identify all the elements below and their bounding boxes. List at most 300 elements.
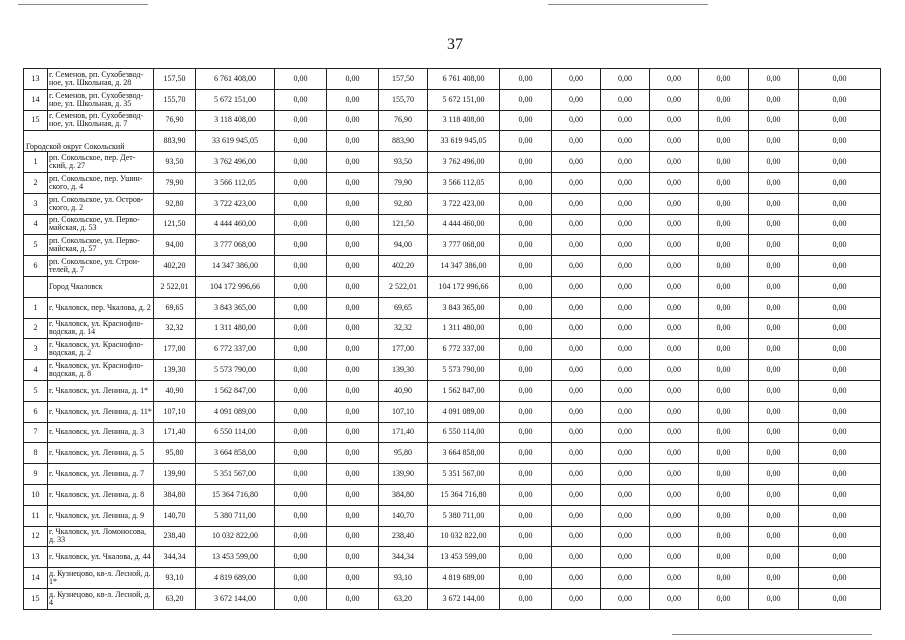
value-cell: 0,00	[327, 484, 379, 505]
row-number: 9	[24, 464, 48, 485]
address-cell: рп. Сокольское, пер. Дет-ский, д. 27	[48, 152, 154, 173]
value-cell: 40,90	[379, 380, 428, 401]
value-cell: 4 444 460,00	[196, 214, 275, 235]
value-cell: 0,00	[749, 401, 799, 422]
value-cell: 139,30	[379, 360, 428, 381]
value-cell: 0,00	[327, 152, 379, 173]
value-cell: 0,00	[552, 276, 601, 297]
value-cell: 0,00	[650, 276, 699, 297]
value-cell: 0,00	[799, 401, 881, 422]
value-cell: 93,50	[154, 152, 196, 173]
value-cell: 0,00	[749, 484, 799, 505]
row-number: 12	[24, 526, 48, 547]
value-cell: 171,40	[379, 422, 428, 443]
value-cell: 0,00	[327, 464, 379, 485]
value-cell: 0,00	[650, 484, 699, 505]
value-cell: 0,00	[275, 484, 327, 505]
value-cell: 0,00	[749, 214, 799, 235]
value-cell: 0,00	[799, 256, 881, 277]
address-cell: г. Чкаловск, ул. Краснофло-водская, д. 2	[48, 339, 154, 360]
value-cell: 0,00	[552, 297, 601, 318]
row-number: 15	[24, 588, 48, 609]
value-cell: 0,00	[699, 131, 749, 152]
value-cell: 0,00	[275, 339, 327, 360]
table-row	[24, 484, 881, 505]
value-cell: 0,00	[327, 360, 379, 381]
table-row	[24, 526, 881, 547]
value-cell: 0,00	[650, 131, 699, 152]
value-cell: 0,00	[749, 152, 799, 173]
value-cell: 93,10	[154, 568, 196, 589]
row-number: 1	[24, 152, 48, 173]
value-cell: 0,00	[601, 152, 650, 173]
value-cell: 3 566 112,05	[428, 172, 500, 193]
value-cell: 0,00	[650, 464, 699, 485]
value-cell: 0,00	[500, 422, 552, 443]
value-cell: 0,00	[699, 568, 749, 589]
row-number: 13	[24, 69, 48, 90]
value-cell: 0,00	[799, 526, 881, 547]
value-cell: 121,50	[154, 214, 196, 235]
value-cell: 0,00	[275, 131, 327, 152]
value-cell: 0,00	[275, 505, 327, 526]
value-cell: 6 550 114,00	[196, 422, 275, 443]
value-cell: 3 777 068,00	[428, 235, 500, 256]
value-cell: 0,00	[327, 422, 379, 443]
value-cell: 0,00	[699, 193, 749, 214]
value-cell: 0,00	[799, 422, 881, 443]
address-cell: д. Кузнецово, кв-л. Лесной, д. 4	[48, 588, 154, 609]
table-row	[24, 380, 881, 401]
table-row	[24, 256, 881, 277]
value-cell: 0,00	[327, 401, 379, 422]
value-cell: 0,00	[650, 526, 699, 547]
table-row	[24, 443, 881, 464]
value-cell: 76,90	[154, 110, 196, 131]
value-cell: 5 672 151,00	[196, 89, 275, 110]
value-cell: 0,00	[749, 360, 799, 381]
value-cell: 94,00	[379, 235, 428, 256]
value-cell: 0,00	[650, 547, 699, 568]
value-cell: 40,90	[154, 380, 196, 401]
value-cell: 0,00	[275, 256, 327, 277]
value-cell: 0,00	[699, 401, 749, 422]
value-cell: 6 772 337,00	[428, 339, 500, 360]
value-cell: 0,00	[275, 568, 327, 589]
value-cell: 4 819 689,00	[196, 568, 275, 589]
value-cell: 0,00	[799, 110, 881, 131]
value-cell: 0,00	[275, 547, 327, 568]
value-cell: 0,00	[601, 214, 650, 235]
value-cell: 107,10	[154, 401, 196, 422]
address-cell: г. Чкаловск, ул. Ленина, д. 5	[48, 443, 154, 464]
value-cell: 0,00	[552, 422, 601, 443]
value-cell: 0,00	[749, 297, 799, 318]
value-cell: 5 573 790,00	[196, 360, 275, 381]
value-cell: 0,00	[601, 89, 650, 110]
value-cell: 0,00	[749, 568, 799, 589]
value-cell: 15 364 716,80	[196, 484, 275, 505]
row-number: 2	[24, 318, 48, 339]
row-number: 10	[24, 484, 48, 505]
value-cell: 32,32	[154, 318, 196, 339]
page-number: 37	[447, 36, 463, 53]
value-cell: 0,00	[699, 89, 749, 110]
value-cell: 0,00	[601, 276, 650, 297]
value-cell: 0,00	[749, 339, 799, 360]
value-cell: 0,00	[601, 422, 650, 443]
value-cell: 0,00	[552, 464, 601, 485]
value-cell: 0,00	[699, 152, 749, 173]
row-number: 8	[24, 443, 48, 464]
value-cell: 0,00	[699, 256, 749, 277]
value-cell: 14 347 386,00	[428, 256, 500, 277]
value-cell: 0,00	[552, 547, 601, 568]
row-number: 5	[24, 380, 48, 401]
value-cell: 0,00	[275, 401, 327, 422]
value-cell: 13 453 599,00	[196, 547, 275, 568]
value-cell: 0,00	[500, 318, 552, 339]
value-cell: 0,00	[552, 110, 601, 131]
value-cell: 93,10	[379, 568, 428, 589]
value-cell: 0,00	[699, 526, 749, 547]
value-cell: 5 380 711,00	[428, 505, 500, 526]
value-cell: 0,00	[552, 380, 601, 401]
value-cell: 0,00	[650, 422, 699, 443]
value-cell: 0,00	[500, 568, 552, 589]
value-cell: 139,90	[154, 464, 196, 485]
value-cell: 0,00	[601, 297, 650, 318]
value-cell: 0,00	[650, 152, 699, 173]
value-cell: 0,00	[601, 401, 650, 422]
value-cell: 3 566 112,05	[196, 172, 275, 193]
value-cell: 0,00	[275, 588, 327, 609]
table-row	[24, 89, 881, 110]
table-row	[24, 152, 881, 173]
value-cell: 3 762 496,00	[428, 152, 500, 173]
value-cell: 0,00	[601, 568, 650, 589]
value-cell: 139,30	[154, 360, 196, 381]
value-cell: 0,00	[275, 193, 327, 214]
table-row	[24, 193, 881, 214]
address-cell: г. Чкаловск, ул. Ломоносова, д. 33	[48, 526, 154, 547]
value-cell: 1 311 480,00	[196, 318, 275, 339]
value-cell: 238,40	[379, 526, 428, 547]
address-cell: рп. Сокольское, ул. Перво-майская, д. 53	[48, 214, 154, 235]
value-cell: 10 032 822,00	[428, 526, 500, 547]
value-cell: 0,00	[275, 69, 327, 90]
value-cell: 5 672 151,00	[428, 89, 500, 110]
table-row	[24, 297, 881, 318]
value-cell: 238,40	[154, 526, 196, 547]
value-cell: 76,90	[379, 110, 428, 131]
value-cell: 4 819 689,00	[428, 568, 500, 589]
value-cell: 0,00	[699, 380, 749, 401]
value-cell: 0,00	[275, 172, 327, 193]
table-row	[24, 110, 881, 131]
value-cell: 0,00	[552, 214, 601, 235]
value-cell: 0,00	[799, 89, 881, 110]
value-cell: 0,00	[327, 131, 379, 152]
value-cell: 0,00	[275, 318, 327, 339]
value-cell: 0,00	[500, 69, 552, 90]
value-cell: 5 573 790,00	[428, 360, 500, 381]
row-number: 1	[24, 297, 48, 318]
value-cell: 171,40	[154, 422, 196, 443]
value-cell: 0,00	[650, 401, 699, 422]
value-cell: 3 118 408,00	[428, 110, 500, 131]
value-cell: 0,00	[500, 193, 552, 214]
value-cell: 0,00	[699, 360, 749, 381]
value-cell: 0,00	[799, 588, 881, 609]
value-cell: 883,90	[154, 131, 196, 152]
row-number: 5	[24, 235, 48, 256]
value-cell: 0,00	[699, 172, 749, 193]
value-cell: 3 762 496,00	[196, 152, 275, 173]
value-cell: 104 172 996,66	[428, 276, 500, 297]
value-cell: 0,00	[275, 464, 327, 485]
row-number: 11	[24, 505, 48, 526]
value-cell: 0,00	[552, 235, 601, 256]
value-cell: 4 091 089,00	[196, 401, 275, 422]
value-cell: 0,00	[650, 360, 699, 381]
table-row	[24, 214, 881, 235]
value-cell: 0,00	[601, 360, 650, 381]
value-cell: 0,00	[552, 172, 601, 193]
row-number: 4	[24, 360, 48, 381]
value-cell: 0,00	[327, 568, 379, 589]
value-cell: 0,00	[650, 380, 699, 401]
value-cell: 0,00	[601, 318, 650, 339]
value-cell: 0,00	[327, 214, 379, 235]
value-cell: 0,00	[327, 380, 379, 401]
value-cell: 0,00	[749, 256, 799, 277]
value-cell: 0,00	[327, 235, 379, 256]
value-cell: 0,00	[275, 443, 327, 464]
value-cell: 0,00	[275, 89, 327, 110]
value-cell: 95,80	[379, 443, 428, 464]
address-cell: рп. Сокольское, ул. Строи-телей, д. 7	[48, 256, 154, 277]
value-cell: 0,00	[650, 69, 699, 90]
value-cell: 0,00	[650, 443, 699, 464]
value-cell: 0,00	[799, 131, 881, 152]
value-cell: 15 364 716,80	[428, 484, 500, 505]
value-cell: 92,80	[154, 193, 196, 214]
value-cell: 402,20	[154, 256, 196, 277]
value-cell: 0,00	[749, 69, 799, 90]
value-cell: 0,00	[799, 464, 881, 485]
value-cell: 384,80	[154, 484, 196, 505]
value-cell: 0,00	[749, 89, 799, 110]
row-number: 14	[24, 89, 48, 110]
group-label: Городской округ Сокольский	[24, 131, 154, 152]
value-cell: 0,00	[500, 110, 552, 131]
table-row	[24, 464, 881, 485]
value-cell: 0,00	[749, 588, 799, 609]
address-cell: г. Чкаловск, ул. Чкалова, д. 44	[48, 547, 154, 568]
value-cell: 0,00	[275, 276, 327, 297]
value-cell: 0,00	[799, 443, 881, 464]
value-cell: 139,90	[379, 464, 428, 485]
row-number: 3	[24, 193, 48, 214]
value-cell: 6 550 114,00	[428, 422, 500, 443]
value-cell: 13 453 599,00	[428, 547, 500, 568]
value-cell: 177,00	[154, 339, 196, 360]
value-cell: 0,00	[552, 193, 601, 214]
value-cell: 0,00	[699, 422, 749, 443]
value-cell: 0,00	[650, 339, 699, 360]
value-cell: 0,00	[500, 547, 552, 568]
address-cell: г. Чкаловск, ул. Ленина, д. 3	[48, 422, 154, 443]
value-cell: 0,00	[500, 276, 552, 297]
row-number: 3	[24, 339, 48, 360]
value-cell: 0,00	[699, 214, 749, 235]
value-cell: 0,00	[601, 464, 650, 485]
value-cell: 0,00	[552, 131, 601, 152]
address-cell: Город Чкаловск	[48, 276, 154, 297]
value-cell: 0,00	[601, 526, 650, 547]
value-cell: 177,00	[379, 339, 428, 360]
value-cell: 0,00	[552, 484, 601, 505]
value-cell: 32,32	[379, 318, 428, 339]
address-cell: г. Семенов, рп. Сухобезвод-ное, ул. Школьная, д. 7	[48, 110, 154, 131]
row-number: 6	[24, 401, 48, 422]
value-cell: 6 761 408,00	[428, 69, 500, 90]
value-cell: 0,00	[500, 172, 552, 193]
value-cell: 0,00	[500, 152, 552, 173]
table-row	[24, 318, 881, 339]
table-row	[24, 235, 881, 256]
value-cell: 0,00	[275, 110, 327, 131]
value-cell: 140,70	[154, 505, 196, 526]
value-cell: 0,00	[601, 505, 650, 526]
value-cell: 0,00	[275, 214, 327, 235]
value-cell: 0,00	[699, 318, 749, 339]
value-cell: 1 562 847,00	[196, 380, 275, 401]
value-cell: 0,00	[500, 339, 552, 360]
value-cell: 0,00	[500, 256, 552, 277]
value-cell: 3 722 423,00	[196, 193, 275, 214]
value-cell: 0,00	[799, 380, 881, 401]
value-cell: 0,00	[799, 214, 881, 235]
value-cell: 0,00	[327, 193, 379, 214]
value-cell: 0,00	[650, 568, 699, 589]
table-row	[24, 588, 881, 609]
value-cell: 0,00	[749, 380, 799, 401]
value-cell: 0,00	[749, 235, 799, 256]
row-number	[24, 276, 48, 297]
value-cell: 0,00	[650, 256, 699, 277]
value-cell: 0,00	[552, 443, 601, 464]
value-cell: 0,00	[275, 380, 327, 401]
value-cell: 0,00	[699, 276, 749, 297]
value-cell: 0,00	[799, 484, 881, 505]
value-cell: 0,00	[601, 484, 650, 505]
row-number: 2	[24, 172, 48, 193]
value-cell: 0,00	[500, 505, 552, 526]
value-cell: 79,90	[154, 172, 196, 193]
value-cell: 0,00	[699, 588, 749, 609]
value-cell: 0,00	[699, 339, 749, 360]
value-cell: 0,00	[327, 505, 379, 526]
value-cell: 107,10	[379, 401, 428, 422]
address-cell: г. Семенов, рп. Сухобезвод-ное, ул. Школьная, д. 35	[48, 89, 154, 110]
value-cell: 0,00	[601, 443, 650, 464]
value-cell: 0,00	[500, 360, 552, 381]
value-cell: 0,00	[650, 172, 699, 193]
value-cell: 0,00	[749, 443, 799, 464]
row-number: 4	[24, 214, 48, 235]
value-cell: 0,00	[500, 297, 552, 318]
value-cell: 0,00	[799, 69, 881, 90]
value-cell: 0,00	[552, 360, 601, 381]
row-number: 13	[24, 547, 48, 568]
value-cell: 3 722 423,00	[428, 193, 500, 214]
table-row	[24, 339, 881, 360]
value-cell: 3 118 408,00	[196, 110, 275, 131]
value-cell: 0,00	[799, 568, 881, 589]
value-cell: 3 672 144,00	[428, 588, 500, 609]
value-cell: 0,00	[601, 235, 650, 256]
value-cell: 0,00	[275, 360, 327, 381]
value-cell: 155,70	[379, 89, 428, 110]
value-cell: 79,90	[379, 172, 428, 193]
value-cell: 0,00	[799, 339, 881, 360]
value-cell: 3 777 068,00	[196, 235, 275, 256]
value-cell: 0,00	[799, 547, 881, 568]
value-cell: 0,00	[601, 131, 650, 152]
value-cell: 0,00	[275, 235, 327, 256]
value-cell: 0,00	[601, 172, 650, 193]
table-row	[24, 422, 881, 443]
value-cell: 0,00	[552, 152, 601, 173]
value-cell: 0,00	[500, 526, 552, 547]
scan-artifact-top-right	[548, 4, 708, 5]
value-cell: 0,00	[650, 318, 699, 339]
value-cell: 0,00	[327, 110, 379, 131]
value-cell: 0,00	[749, 172, 799, 193]
value-cell: 94,00	[154, 235, 196, 256]
value-cell: 0,00	[500, 443, 552, 464]
value-cell: 69,65	[379, 297, 428, 318]
value-cell: 0,00	[327, 443, 379, 464]
value-cell: 0,00	[552, 339, 601, 360]
value-cell: 0,00	[650, 89, 699, 110]
value-cell: 2 522,01	[379, 276, 428, 297]
address-cell: г. Семенов, рп. Сухобезвод-ное, ул. Школьная, д. 28	[48, 69, 154, 90]
value-cell: 5 380 711,00	[196, 505, 275, 526]
value-cell: 0,00	[799, 172, 881, 193]
row-number: 7	[24, 422, 48, 443]
value-cell: 14 347 386,00	[196, 256, 275, 277]
value-cell: 0,00	[799, 505, 881, 526]
value-cell: 0,00	[327, 547, 379, 568]
value-cell: 93,50	[379, 152, 428, 173]
value-cell: 0,00	[275, 422, 327, 443]
value-cell: 95,80	[154, 443, 196, 464]
value-cell: 0,00	[699, 505, 749, 526]
value-cell: 0,00	[749, 110, 799, 131]
value-cell: 0,00	[500, 401, 552, 422]
address-cell: г. Чкаловск, ул. Ленина, д. 8	[48, 484, 154, 505]
value-cell: 3 664 858,00	[428, 443, 500, 464]
value-cell: 0,00	[799, 193, 881, 214]
value-cell: 0,00	[699, 297, 749, 318]
value-cell: 0,00	[699, 235, 749, 256]
table-row	[24, 172, 881, 193]
value-cell: 384,80	[379, 484, 428, 505]
value-cell: 0,00	[500, 131, 552, 152]
